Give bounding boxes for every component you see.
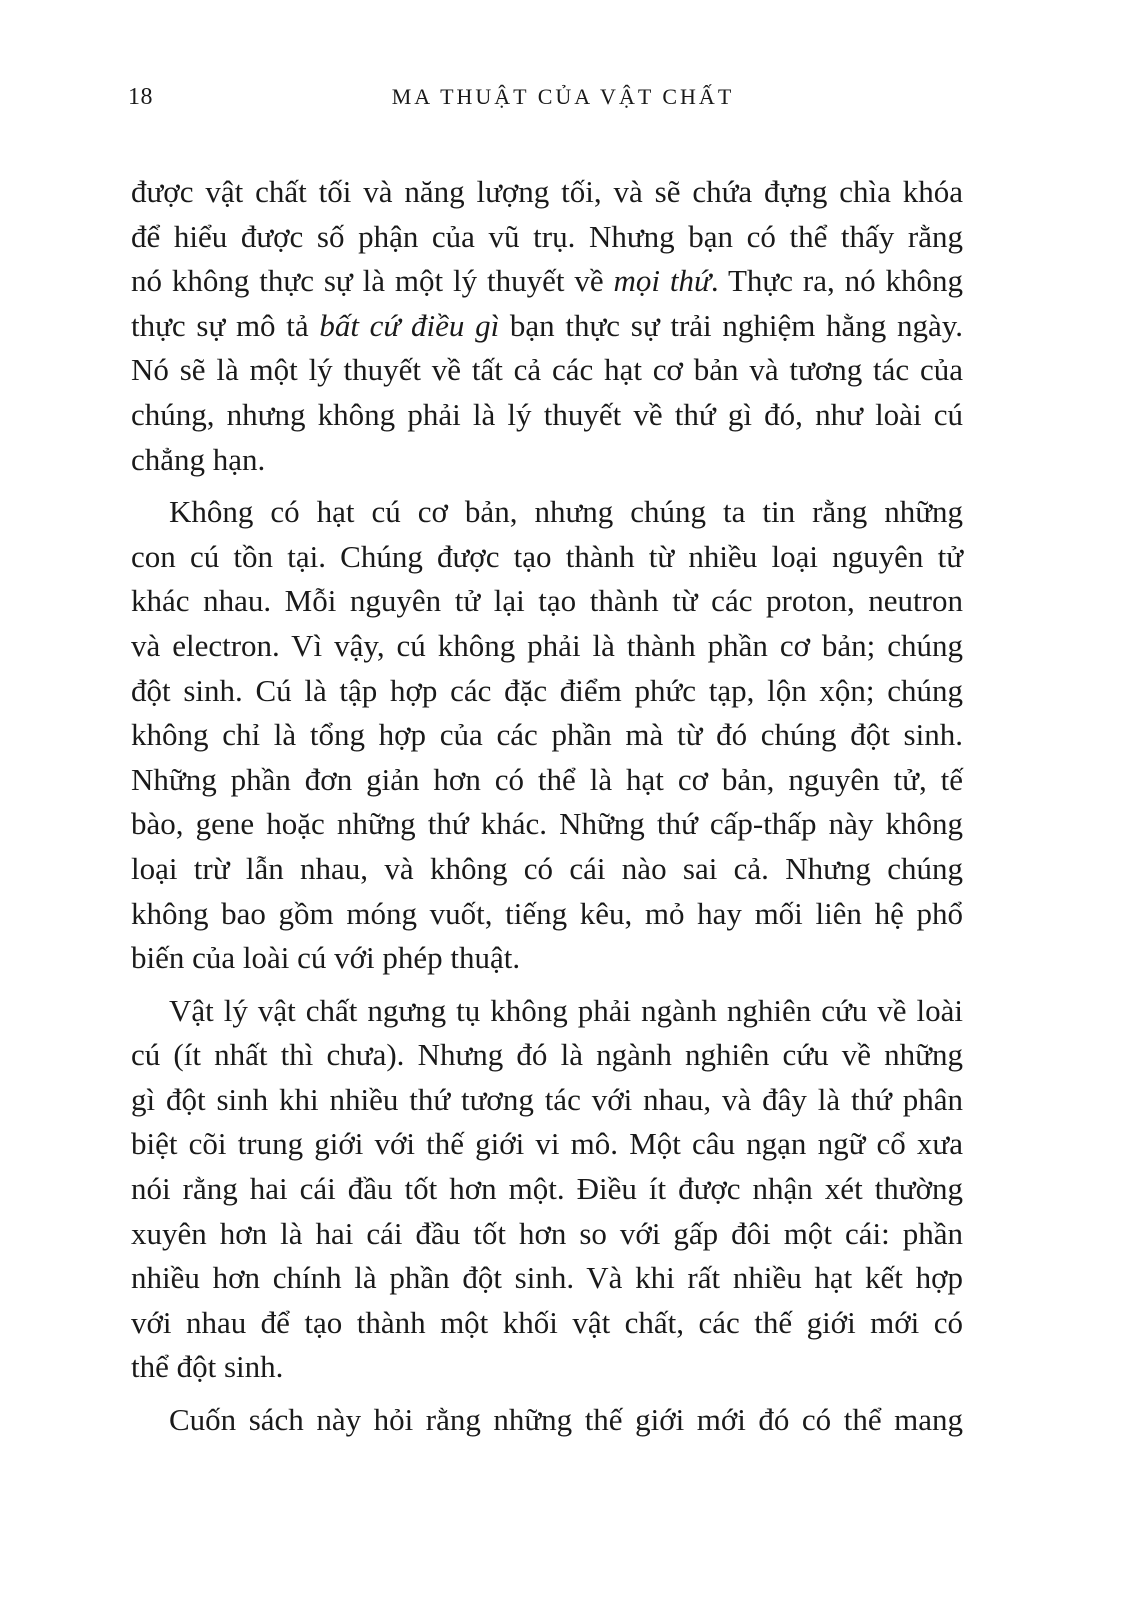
text-run: Cuốn sách này hỏi rằng những thế giới mới đó có thể mang: [169, 1402, 963, 1438]
text-run: cú (ít nhất thì chưa). Nhưng đó là ngành nghiên cứu về những: [131, 1037, 963, 1073]
text-run: thực sự mô tả: [131, 307, 320, 343]
text-line: [131, 1398, 963, 1443]
text-line: [131, 348, 963, 393]
text-run: chẳng hạn.: [131, 441, 266, 477]
text-line: [131, 1345, 963, 1390]
text-run: đột sinh. Cú là tập hợp các đặc điểm phức tạp, lộn xộn; chúng: [131, 672, 963, 708]
text-line: [131, 259, 963, 304]
chapter-title: MA THUẬT CỦA VẬT CHẤT: [391, 84, 735, 109]
text-run: thể đột sinh.: [131, 1349, 284, 1385]
text-line: [131, 758, 963, 803]
text-line: [131, 490, 963, 535]
italic-text: bất cứ điều gì: [319, 307, 500, 343]
text-line: [131, 1033, 963, 1078]
text-run: . Thực ra, nó không: [710, 263, 963, 299]
text-run: không chỉ là tổng hợp của các phần mà từ đó chúng đột sinh.: [131, 717, 963, 753]
text-line: [131, 1301, 963, 1346]
text-line: [131, 1122, 963, 1167]
text-run: con cú tồn tại. Chúng được tạo thành từ nhiều loại nguyên tử: [131, 538, 963, 574]
text-run: gì đột sinh khi nhiều thứ tương tác với nhau, và đây là thứ phân: [131, 1081, 963, 1117]
text-line: [131, 847, 963, 892]
text-line: [131, 802, 963, 847]
text-run: loại trừ lẫn nhau, và không có cái nào sai cả. Nhưng chúng: [131, 850, 963, 886]
italic-text: mọi thứ: [613, 263, 711, 299]
text-run: biệt cõi trung giới với thế giới vi mô. Một câu ngạn ngữ cổ xưa: [131, 1126, 963, 1162]
text-run: nhiều hơn chính là phần đột sinh. Và khi rất nhiều hạt kết hợp: [131, 1260, 963, 1296]
text-line: [131, 1212, 963, 1257]
text-run: và electron. Vì vậy, cú không phải là thành phần cơ bản; chúng: [131, 627, 963, 663]
text-run: để hiểu được số phận của vũ trụ. Nhưng bạn có thể thấy rằng: [131, 218, 963, 254]
text-run: Vật lý vật chất ngưng tụ không phải ngành nghiên cứu về loài: [169, 992, 963, 1028]
text-run: chúng, nhưng không phải là lý thuyết về thứ gì đó, như loài cú: [131, 396, 963, 432]
text-line: [131, 989, 963, 1034]
text-run: bào, gene hoặc những thứ khác. Những thứ cấp-thấp này không: [131, 806, 963, 842]
text-line: [131, 438, 963, 483]
text-run: Không có hạt cú cơ bản, nhưng chúng ta tin rằng những: [169, 494, 963, 530]
page-number: 18: [128, 84, 153, 110]
text-line: [131, 936, 963, 981]
text-run: không bao gồm móng vuốt, tiếng kêu, mỏ hay mối liên hệ phổ: [131, 895, 963, 931]
paragraph: [131, 989, 963, 1390]
text-run: Nó sẽ là một lý thuyết về tất cả các hạt cơ bản và tương tác của: [131, 352, 963, 388]
text-run: khác nhau. Mỗi nguyên tử lại tạo thành từ các proton, neutron: [131, 583, 963, 619]
text-run: Những phần đơn giản hơn có thể là hạt cơ bản, nguyên tử, tế: [131, 761, 963, 797]
paragraph: [131, 490, 963, 981]
text-run: được vật chất tối và năng lượng tối, và sẽ chứa đựng chìa khóa: [131, 174, 963, 209]
running-header: [0, 82, 1126, 112]
body-text: [131, 170, 963, 1451]
text-line: [131, 624, 963, 669]
text-line: [131, 669, 963, 714]
text-run: nói rằng hai cái đầu tốt hơn một. Điều ít được nhận xét thường: [131, 1171, 963, 1207]
text-line: [131, 170, 963, 215]
text-line: [131, 713, 963, 758]
text-run: biến của loài cú với phép thuật.: [131, 940, 521, 976]
text-run: xuyên hơn là hai cái đầu tốt hơn so với gấp đôi một cái: phần: [131, 1215, 963, 1251]
text-line: [131, 579, 963, 624]
text-run: bạn thực sự trải nghiệm hằng ngày.: [499, 307, 963, 343]
text-line: [131, 1256, 963, 1301]
text-line: [131, 1078, 963, 1123]
text-line: [131, 535, 963, 580]
text-line: [131, 393, 963, 438]
text-line: [131, 1167, 963, 1212]
text-run: nó không thực sự là một lý thuyết về: [131, 263, 614, 299]
text-line: [131, 215, 963, 260]
paragraph: [131, 1398, 963, 1443]
text-line: [131, 304, 963, 349]
text-line: [131, 892, 963, 937]
paragraph: [131, 170, 963, 482]
text-run: với nhau để tạo thành một khối vật chất, các thế giới mới có: [131, 1304, 963, 1340]
